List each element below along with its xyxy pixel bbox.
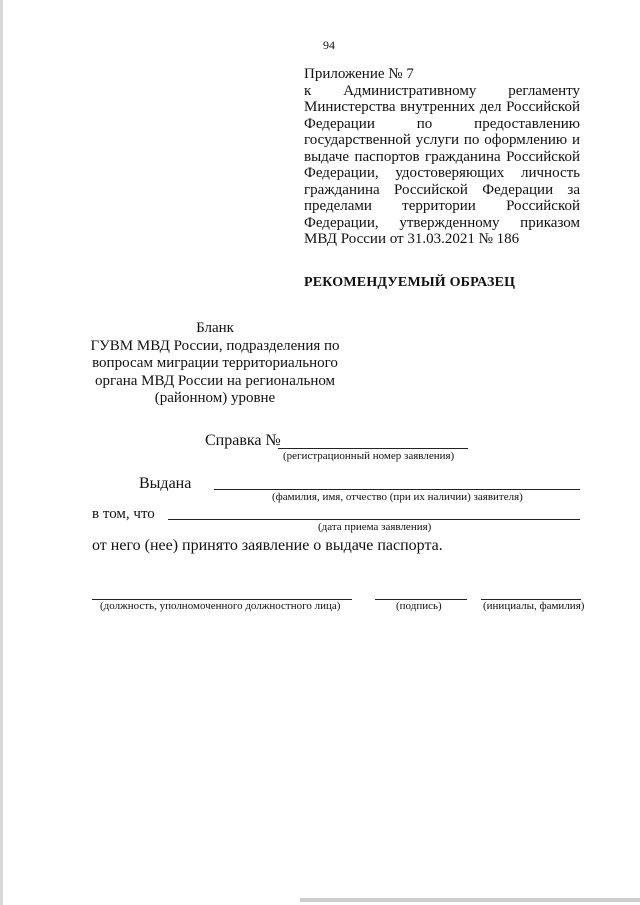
appendix-line: Приложение № 7	[304, 66, 414, 82]
regarding-label: в том, что	[92, 506, 155, 522]
page-edge	[0, 0, 3, 905]
initials-caption: (инициалы, фамилия)	[483, 600, 585, 612]
appendix-line: выдаче паспортов гражданина Российской	[304, 148, 580, 165]
application-date-line	[168, 519, 580, 520]
appendix-line: пределами территории Российской	[304, 198, 580, 214]
blank-line: вопросам миграции территориального	[92, 355, 338, 371]
blank-line: органа МВД России на региональном	[94, 372, 336, 389]
appendix-line: Федерации по предоставлению	[304, 115, 580, 132]
issued-label: Выдана	[139, 475, 192, 492]
applicant-name-caption: (фамилия, имя, отчество (при их наличии) заявителя)	[272, 491, 523, 503]
statement-text: от него (нее) принято заявление о выдаче паспорта.	[92, 537, 443, 554]
page-edge	[300, 898, 640, 902]
certificate-label: Справка №	[205, 432, 281, 449]
appendix-line: Федерации, утвержденному приказом	[304, 214, 580, 231]
blank-issuer	[85, 320, 345, 408]
appendix-line: государственной услуги по оформлению и	[304, 132, 580, 148]
sample-title: РЕКОМЕНДУЕМЫЙ ОБРАЗЕЦ	[304, 275, 516, 290]
appendix-line: МВД России от 31.03.2021 № 186	[304, 231, 520, 247]
application-date-caption: (дата приема заявления)	[318, 521, 432, 533]
appendix-header	[304, 66, 580, 248]
page-number: 94	[323, 38, 335, 52]
applicant-name-line	[214, 489, 580, 490]
blank-line: Бланк	[196, 320, 234, 336]
appendix-line: гражданина Российской Федерации за	[304, 181, 580, 198]
appendix-line: Федерации, удостоверяющих личность	[304, 165, 580, 181]
official-position-caption: (должность, уполномоченного должностного лица)	[100, 600, 341, 612]
appendix-line: к Административному регламенту	[304, 82, 580, 99]
signature-caption: (подпись)	[396, 600, 442, 612]
blank-line: ГУВМ МВД России, подразделения по	[90, 337, 340, 354]
appendix-line: Министерства внутренних дел Российской	[304, 99, 580, 115]
registration-number-caption: (регистрационный номер заявления)	[283, 450, 455, 462]
registration-number-line	[278, 448, 468, 449]
blank-line: (районном) уровне	[154, 390, 276, 406]
